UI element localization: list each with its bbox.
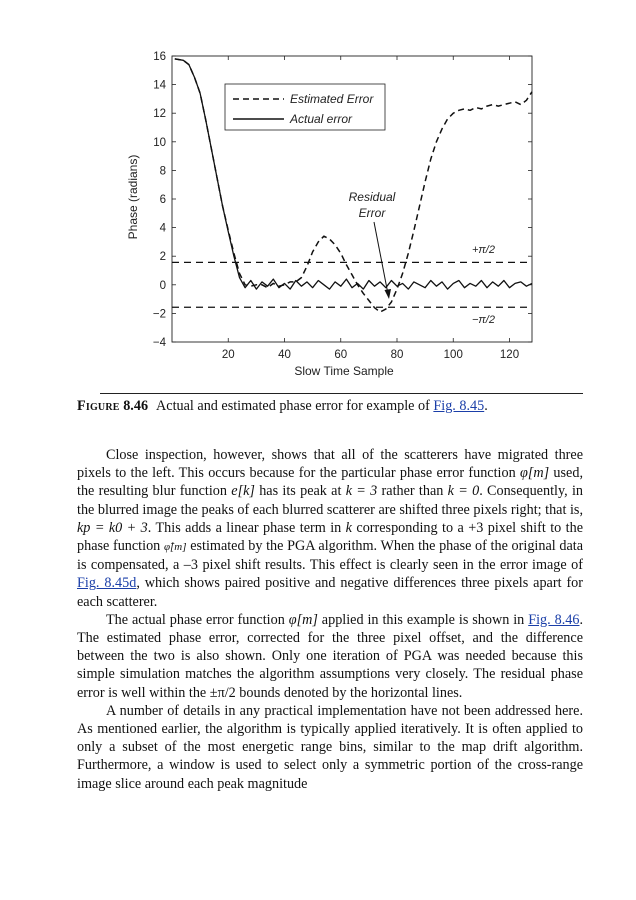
p1-phi-hat: φ̂[m] (163, 541, 187, 554)
caption-label: Figure (77, 398, 120, 414)
p1-e-k: e[k] (231, 483, 255, 500)
phase-error-chart (120, 42, 540, 384)
residual-arrow-head (385, 289, 392, 299)
plus-pi-half-label: +π/2 (472, 244, 495, 256)
y-tick-label: 0 (159, 279, 166, 292)
x-tick-label: 120 (499, 349, 520, 361)
y-tick-label: 6 (159, 194, 166, 206)
body-text (77, 446, 583, 793)
p1-text-c: has its peak at (254, 483, 346, 500)
x-tick-label: 100 (443, 349, 463, 361)
y-tick-label: −4 (152, 337, 166, 349)
p2-text-c: . The estimated phase error, corrected for the three pixel offset, and the difference between the two is also shown. Only one iteration of PGA was needed because this simple simulation matches the algorithm assumptions very closely. The residual phase error is well within the ±π/2 bounds denoted by the horizontal lines. (77, 611, 583, 701)
paragraph-2 (77, 611, 583, 702)
paragraph-3 (77, 702, 583, 793)
p1-k-var: k (345, 519, 352, 536)
residual-annotation-line2: Error (358, 206, 386, 220)
y-tick-label: 10 (153, 136, 166, 149)
y-axis-label: Phase (radians) (126, 154, 140, 240)
y-tick-label: 16 (153, 51, 166, 63)
p2-text-b: applied in this example is shown in (317, 611, 529, 628)
x-tick-label: 80 (390, 349, 404, 361)
p3-text-a: A number of details in any practical implementation have not been addressed here. As mentioned earlier, the algorithm is typically applied iteratively. It is often applied to only a subset of the most energetic range bins, similar to the map drift algorithm. Furthermore, a window is used to select only a symmetric portion of the cross-range image slice around each peak magnitude (77, 702, 583, 792)
p1-text-h: estimated by the PGA algorithm. When the phase of the original data is compensated, a –3 pixel shift results. This effect is clearly seen in the error image of (77, 538, 583, 574)
p1-k-eq-0: k = 0 (447, 483, 480, 500)
legend-estimated-label: Estimated Error (290, 92, 374, 106)
p2-text-a: The actual phase error function (106, 611, 289, 628)
p1-figure-link[interactable]: Fig. 8.45d (77, 575, 137, 592)
p1-k-eq-3: k = 3 (345, 483, 378, 500)
y-tick-label: 12 (153, 108, 166, 121)
y-tick-label: −2 (152, 308, 166, 321)
p1-text-f: . This adds a linear phase term in (147, 519, 346, 536)
p1-phi-m: φ[m] (519, 465, 550, 482)
residual-annotation-line1: Residual (348, 190, 396, 204)
caption-end: . (484, 398, 488, 414)
p1-text-g: corresponding to a +3 pixel shift to the phase function (77, 519, 583, 555)
p1-text-a: Close inspection, however, shows that all of the scatterers have migrated three pixels to the left. This occurs because for the particular phase error function (77, 447, 583, 482)
y-tick-label: 8 (159, 165, 166, 178)
legend-actual-label: Actual error (290, 112, 353, 126)
p1-kp-relation: kp = k0 + 3 (77, 519, 148, 536)
caption-rule (100, 393, 583, 394)
p2-figure-link[interactable]: Fig. 8.46 (528, 611, 580, 628)
caption-text: Actual and estimated phase error for example of (156, 398, 434, 414)
caption-number: 8.46 (123, 398, 149, 414)
figure-caption (77, 398, 597, 415)
x-tick-label: 40 (278, 349, 291, 361)
x-tick-label: 20 (221, 349, 235, 361)
x-tick-label: 60 (334, 349, 348, 361)
caption-figure-link[interactable]: Fig. 8.45 (433, 398, 485, 414)
p2-phi-m: φ[m] (288, 611, 318, 628)
y-tick-label: 4 (159, 222, 166, 235)
legend (225, 84, 385, 130)
minus-pi-half-label: −π/2 (472, 314, 495, 326)
p1-text-b: used, the resulting blur function (77, 465, 583, 500)
p1-text-i: , which shows paired positive and negative differences three pixels apart for each scatterer. (77, 575, 583, 610)
y-tick-label: 2 (159, 251, 166, 264)
x-axis-label: Slow Time Sample (294, 364, 394, 378)
paragraph-1 (77, 446, 583, 611)
y-tick-label: 14 (153, 79, 166, 92)
p1-text-d: rather than (377, 483, 448, 500)
p1-text-e: . Consequently, in the blurred image the peaks of each blurred scatterer are shifted three pixels right; that is, (77, 483, 583, 518)
